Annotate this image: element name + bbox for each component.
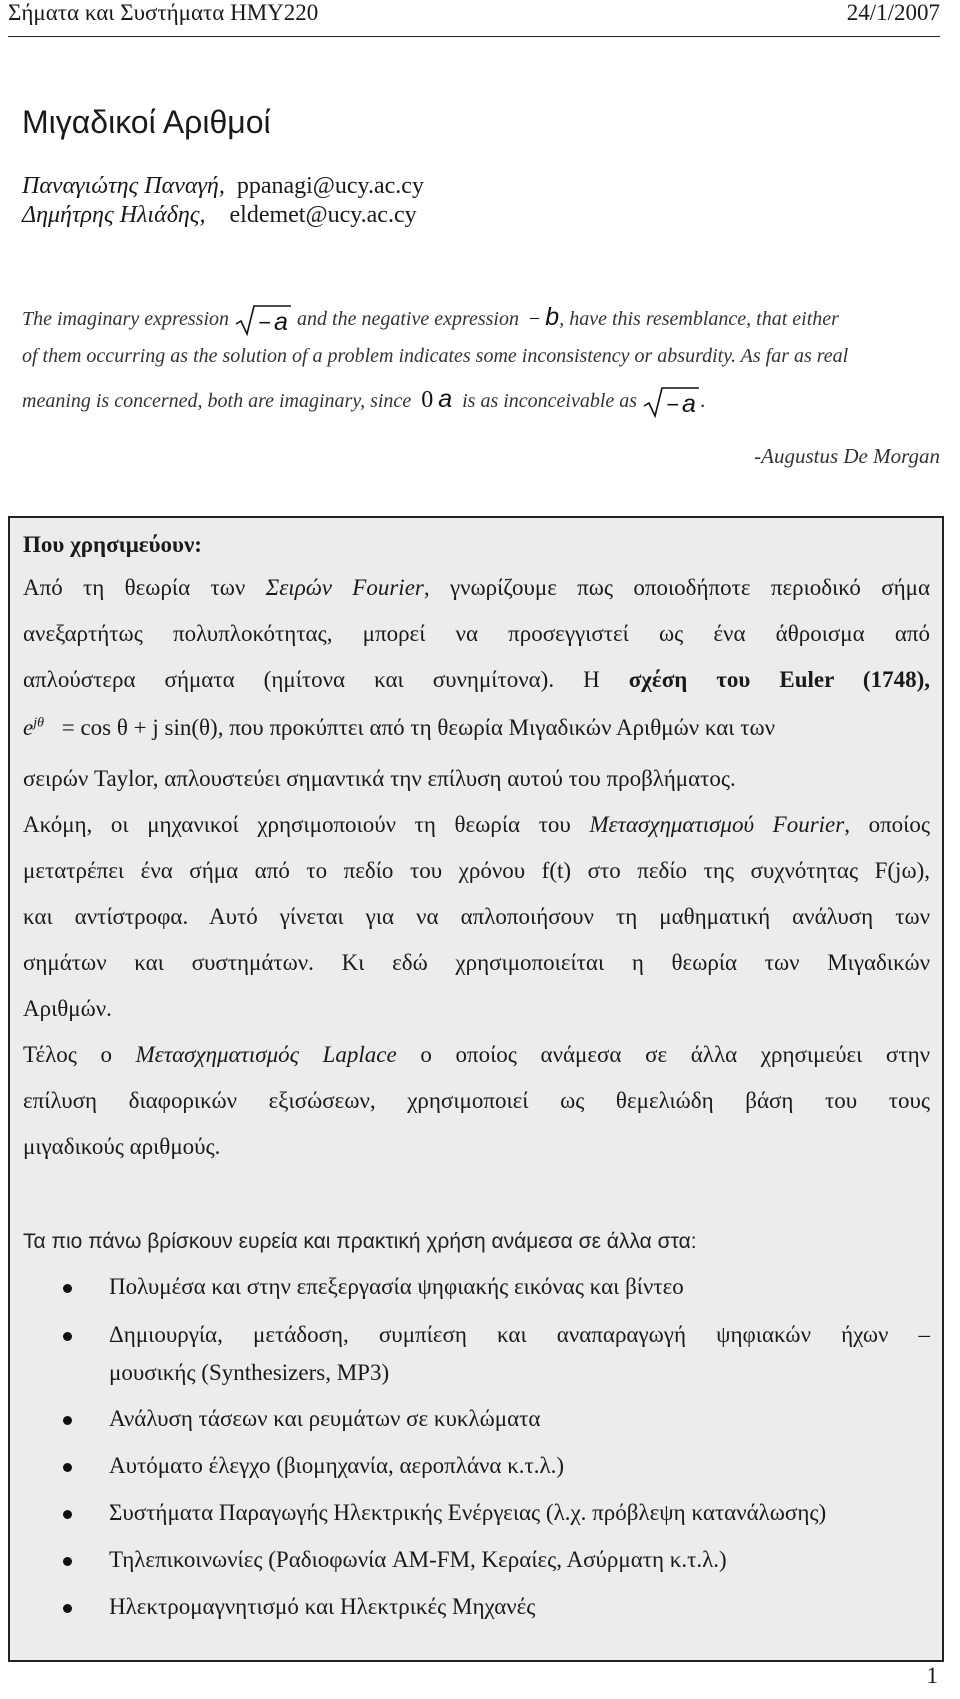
paragraph-line: σειρών Taylor, απλουστεύει σημαντικά την επίλυση αυτού του προβλήματος. [23,766,736,791]
text-run: απλούστερα σήματα (ημίτονα και συνημίτονα). Η [23,667,629,692]
euler-formula-line [23,715,930,741]
quote-line-3 [22,385,705,419]
quote-line-1 [22,303,839,337]
bullet-icon [63,1463,72,1472]
author-row [22,201,424,230]
running-header-date: 24/1/2007 [846,0,940,25]
author-row [22,172,424,201]
text-run: , γνωρίζουμε πως οποιοδήποτε περιοδικό σήμα [423,575,931,600]
running-header-title: Σήματα και Συστήματα ΗΜΥ220 [8,0,319,25]
quote-text: The imaginary expression [22,308,230,330]
list-item-text: μουσικής (Synthesizers, MP3) [109,1360,390,1385]
paragraph-line: , που προκύπτει από τη θεωρία Μιγαδικών Αριθμών και των [217,715,776,740]
page-title: Μιγαδικοί Αριθμοί [22,104,271,140]
italic-term: Μετασχηματισμού Fourier [589,812,845,837]
euler-rhs: = cos θ + j sin(θ) [61,715,218,740]
list-item-text: Αυτόματο έλεγχο (βιομηχανία, αεροπλάνα κ.τ.λ.) [109,1453,565,1478]
paragraph-line: επίλυση διαφορικών εξισώσεων, χρησιμοποιεί ως θεμελιώδη βάση του τους [23,1088,930,1113]
paragraph-line: και αντίστροφα. Αυτό γίνεται για να απλοποιήσουν τη μαθηματική ανάλυση των [23,904,930,929]
minus-sign: − [529,308,541,330]
list-item-text: Ανάλυση τάσεων και ρευμάτων σε κυκλώματα [109,1406,541,1431]
sqrt-minus: − [666,392,679,418]
list-item-text: Δημιουργία, μετάδοση, συμπίεση και αναπαραγωγή ψηφιακών ήχων – [109,1322,930,1347]
variable-a: a [438,385,453,413]
sqrt-minus: − [258,310,271,336]
quote-attribution: -Augustus De Morgan [754,444,940,468]
text-run: Ακόμη, οι μηχανικοί χρησιμοποιούν τη θεωρία του [23,812,590,837]
bold-term: σχέση του Euler (1748), [628,667,930,692]
variable-b: b [545,303,560,331]
text-run: Από τη θεωρία των [23,575,266,600]
sqrt-symbol [234,303,292,337]
paragraph-line [23,1042,930,1068]
bullet-icon [63,1332,72,1341]
list-item-text: Ηλεκτρομαγνητισμό και Ηλεκτρικές Μηχανές [109,1594,536,1619]
header-rule [8,36,940,37]
period: . [700,390,706,412]
list-item-text: Συστήματα Παραγωγής Ηλεκτρικής Ενέργειας (λ.χ. πρόβλεψη κατανάλωσης) [109,1500,827,1525]
author-email: eldemet@ucy.ac.cy [229,202,417,228]
quote-text: is as inconceivable as [462,390,638,412]
paragraph-line: μιγαδικούς αριθμούς. [23,1134,221,1159]
paragraph-line [23,667,930,693]
bullet-icon [63,1510,72,1519]
paragraph-line: σημάτων και συστημάτων. Κι εδώ χρησιμοποιείται η θεωρία των Μιγαδικών [23,950,930,975]
sqrt-var-a: a [274,308,288,337]
quote-text: meaning is concerned, both are imaginary, since [22,390,412,412]
bullet-icon [63,1557,72,1566]
sqrt-symbol [642,385,700,419]
euler-e: e [23,715,34,740]
uses-intro: Τα πιο πάνω βρίσκουν ευρεία και πρακτική χρήση ανάμεσα σε άλλα στα: [23,1230,697,1253]
paragraph-line [23,812,930,838]
paragraph-line: μετατρέπει ένα σήμα από το πεδίο του χρόνου f(t) στο πεδίο της συχνότητας F(jω), [23,858,930,883]
author-name: Δημήτρης Ηλιάδης, [22,202,206,228]
euler-exponent: jθ [33,715,44,731]
quote-text: , have this resemblance, that either [559,308,839,330]
paragraph-line: Αριθμών. [23,996,112,1021]
page-number: 1 [926,1663,938,1688]
text-run: ο οποίος ανάμεσα σε άλλα χρησιμεύει στην [396,1042,930,1067]
paragraph-line: ανεξαρτήτως πολυπλοκότητας, μπορεί να προσεγγιστεί ως ένα άθροισμα από [23,621,930,646]
bullet-icon [63,1604,72,1613]
paragraph-line [23,575,930,601]
zero-digit: 0 [421,387,434,413]
list-item-text: Τηλεπικοινωνίες (Ραδιοφωνία AM-FM, Κεραίες, Ασύρματη κ.τ.λ.) [109,1547,727,1572]
list-item-text: Πολυμέσα και στην επεξεργασία ψηφιακής εικόνας και βίντεο [109,1274,684,1299]
bullet-icon [63,1416,72,1425]
section-heading: Που χρησιμεύουν: [23,532,202,557]
sqrt-var-a: a [682,390,696,419]
italic-term: Μετασχηματισμός Laplace [135,1042,397,1067]
quote-line-2: of them occurring as the solution of a problem indicates some inconsistency or absurdity. As far as real [22,345,849,367]
authors-block [22,172,424,230]
author-email: ppanagi@ucy.ac.cy [236,173,424,199]
text-run: , οποίος [844,812,930,837]
quote-text: and the negative expression [297,308,519,330]
uses-box [8,516,944,1662]
text-run: Τέλος ο [23,1042,136,1067]
bullet-icon [63,1284,72,1293]
author-name: Παναγιώτης Παναγή, [22,173,225,199]
italic-term: Σειρών Fourier [265,575,424,600]
